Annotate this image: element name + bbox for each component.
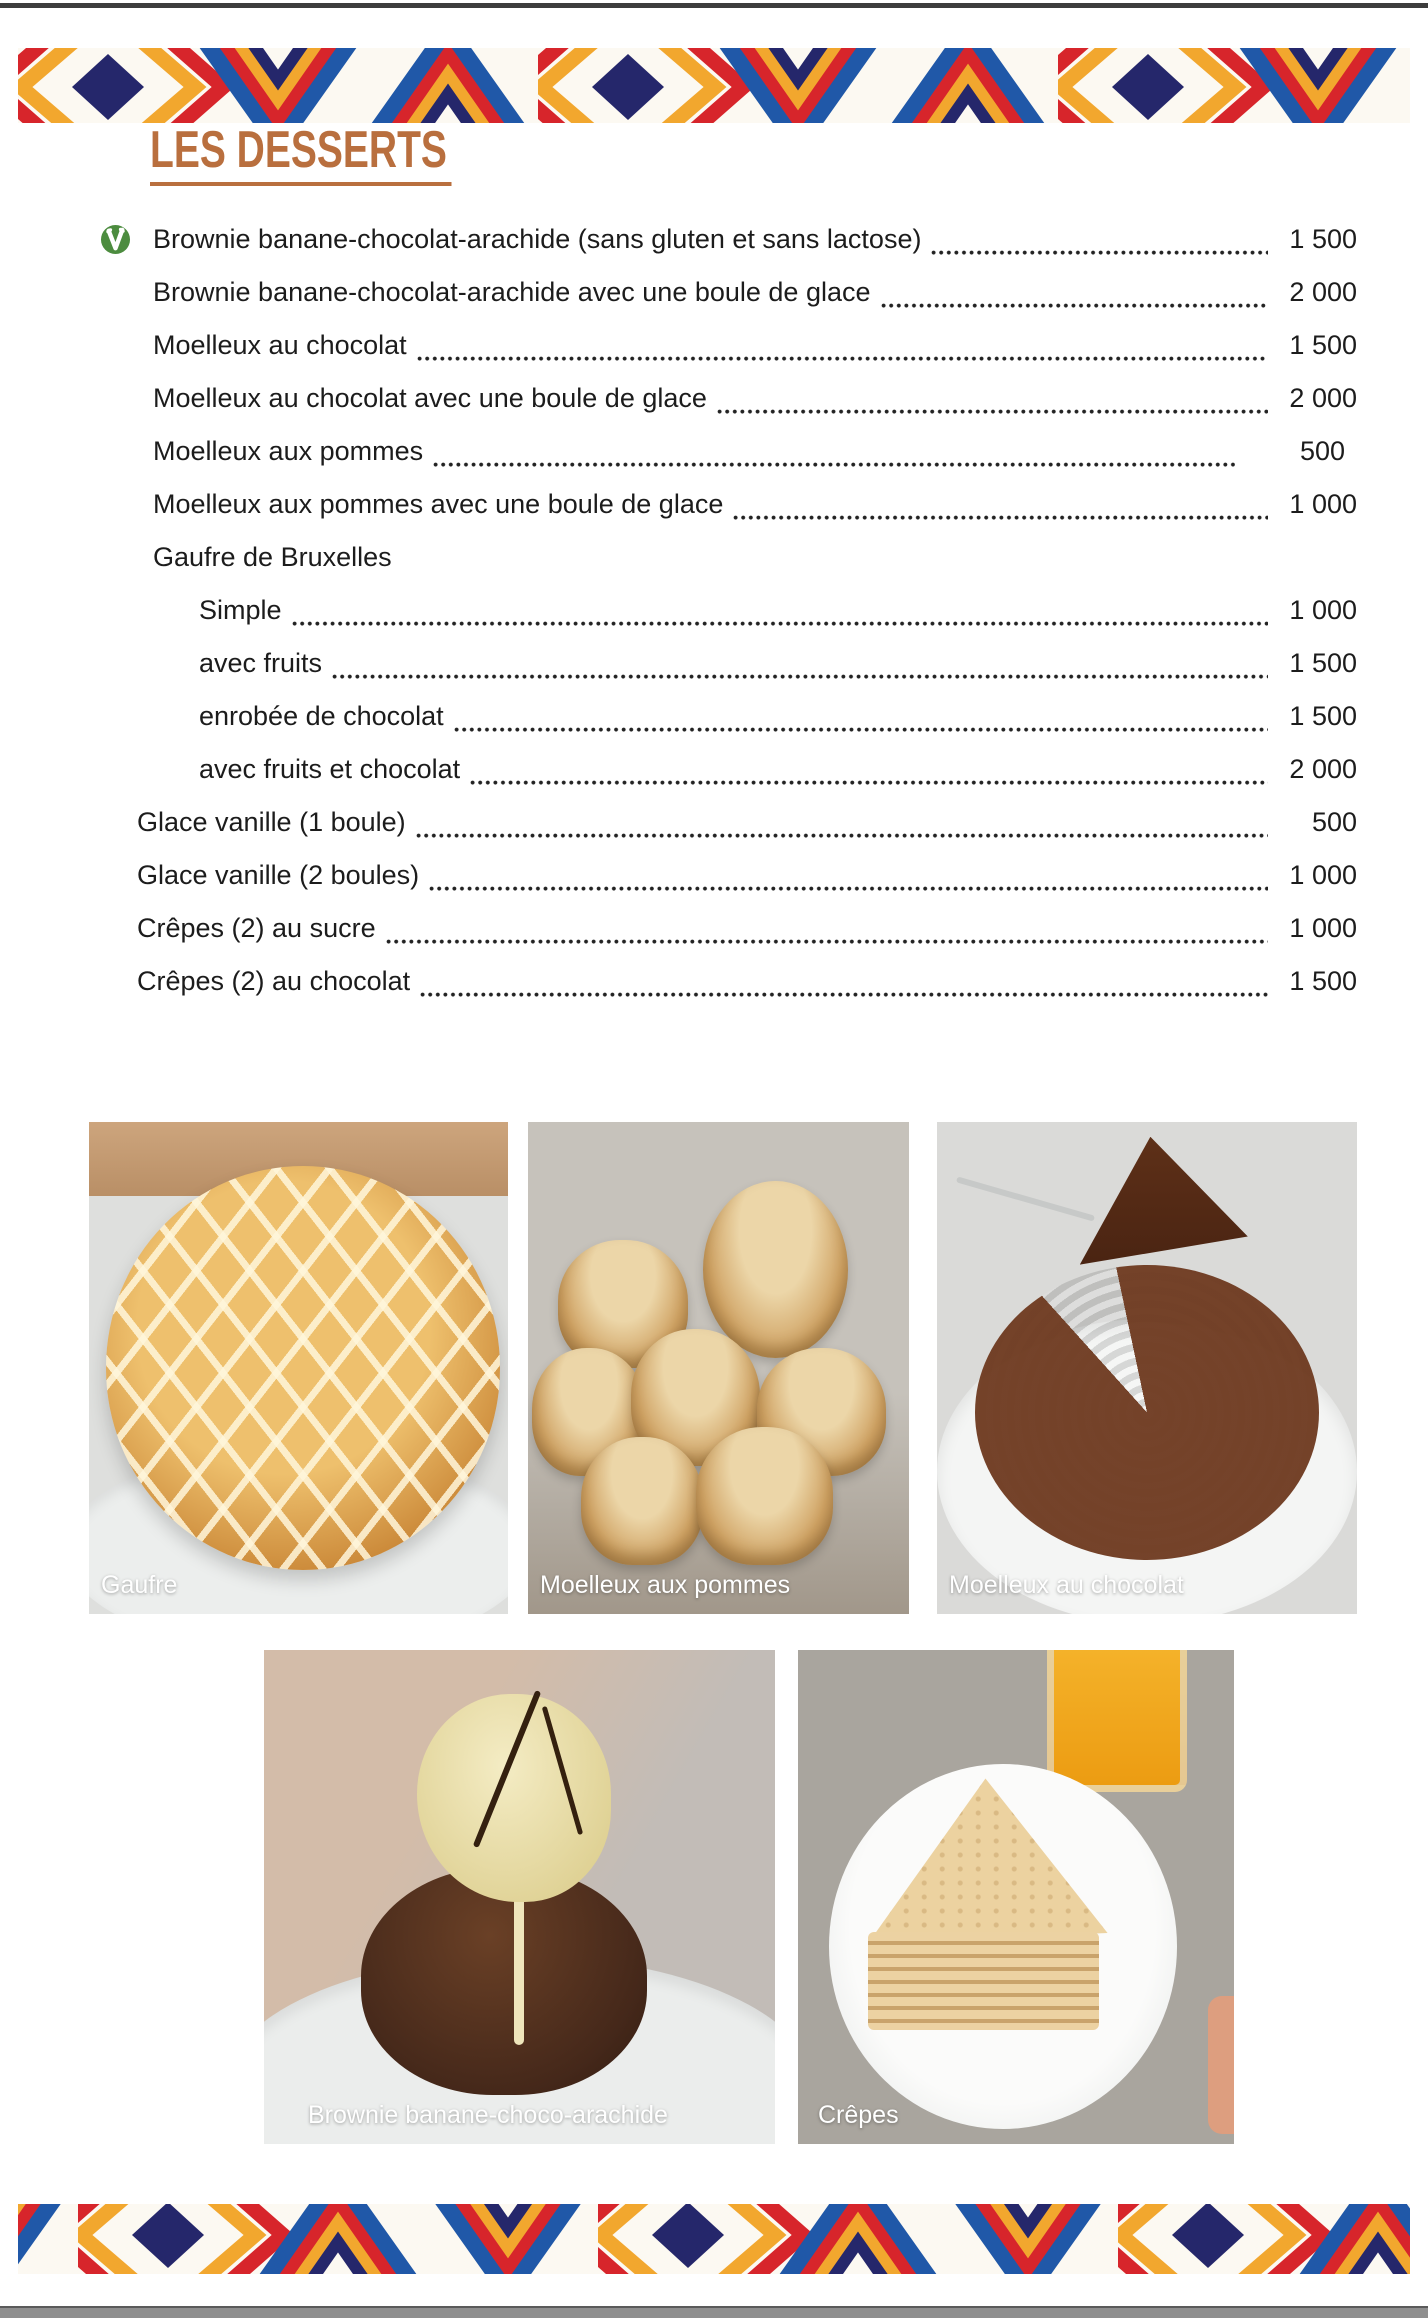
menu-item-label: Brownie banane-chocolat-arachide (sans gluten et sans lactose) <box>153 224 922 254</box>
menu-item-label: Brownie banane-chocolat-arachide avec une boule de glace <box>153 277 871 307</box>
menu-item-row <box>100 796 1357 849</box>
tribal-pattern-icon <box>18 48 1410 123</box>
menu-item-row <box>100 372 1357 425</box>
menu-item-row <box>100 955 1357 1008</box>
menu-item-price: 1 500 <box>1289 648 1357 678</box>
tribal-pattern-band-bottom <box>18 2204 1410 2274</box>
page-title: LES DESSERTS <box>150 124 451 186</box>
dotted-leader <box>420 992 1268 997</box>
dotted-leader <box>429 886 1268 891</box>
menu-item-price: 1 500 <box>1289 966 1357 996</box>
menu-item-price: 2 000 <box>1289 277 1357 307</box>
dotted-leader <box>931 250 1268 255</box>
dotted-leader <box>881 303 1269 308</box>
crepe-stack-graphic <box>868 1932 1099 2031</box>
menu-item-label: enrobée de chocolat <box>199 701 444 731</box>
bottom-bar <box>0 2306 1428 2318</box>
vegan-leaf-icon <box>100 224 131 255</box>
menu-item-label: Crêpes (2) au sucre <box>137 913 376 943</box>
muffin-graphic <box>581 1437 703 1565</box>
photo-crepes <box>798 1650 1234 2144</box>
menu-item-label: Moelleux aux pommes <box>153 436 424 466</box>
cake-lifter-graphic <box>956 1176 1095 1221</box>
menu-item-label: Glace vanille (2 boules) <box>137 860 420 890</box>
menu-item-price: 500 <box>1311 807 1357 837</box>
menu-item-price: 2 000 <box>1289 754 1357 784</box>
menu-item-price: 500 <box>1299 436 1345 466</box>
menu-item-label: Crêpes (2) au chocolat <box>137 966 411 996</box>
menu-item-label: Moelleux au chocolat avec une boule de glace <box>153 383 707 413</box>
tribal-pattern-band-top <box>18 48 1410 123</box>
photo-caption: Moelleux au chocolat <box>949 1571 1184 1599</box>
photo-caption: Crêpes <box>818 2101 899 2129</box>
menu-item-price: 1 000 <box>1289 489 1357 519</box>
photo-brownie <box>264 1650 775 2144</box>
menu-item-row <box>100 637 1357 690</box>
menu-item-row <box>100 425 1357 478</box>
tribal-pattern-icon <box>18 2204 1410 2274</box>
menu-item-price: 1 000 <box>1289 913 1357 943</box>
menu-item-label: Glace vanille (1 boule) <box>137 807 406 837</box>
ice-cream-scoop-graphic <box>417 1694 611 1901</box>
dotted-leader <box>733 515 1268 520</box>
title-wrap <box>150 121 552 186</box>
menu-item-price: 2 000 <box>1289 383 1357 413</box>
cake-slice-graphic <box>1080 1137 1248 1265</box>
photo-moelleux-aux-pommes <box>528 1122 909 1614</box>
orange-juice-glass-graphic <box>1047 1650 1187 1792</box>
menu-item-label: avec fruits <box>199 648 323 678</box>
menu-item-label: avec fruits et chocolat <box>199 754 461 784</box>
menu-item-row <box>100 743 1357 796</box>
menu-item-row <box>100 266 1357 319</box>
photo-caption: Gaufre <box>101 1571 178 1599</box>
dotted-leader <box>470 780 1268 785</box>
dotted-leader <box>417 356 1268 361</box>
menu-item-row <box>100 690 1357 743</box>
menu-item-label: Moelleux au chocolat <box>153 330 407 360</box>
menu-item-price: 1 500 <box>1289 330 1357 360</box>
menu-item-row <box>100 213 1357 266</box>
dessert-menu-list <box>100 213 1357 1008</box>
menu-item-row <box>100 902 1357 955</box>
dotted-leader <box>386 939 1268 944</box>
photo-gaufre <box>89 1122 508 1614</box>
dotted-leader <box>717 409 1268 414</box>
muffin-graphic <box>696 1427 833 1565</box>
menu-item-price: 1 000 <box>1289 860 1357 890</box>
menu-item-price: 1 000 <box>1289 595 1357 625</box>
dotted-leader <box>454 727 1268 732</box>
dotted-leader <box>332 674 1268 679</box>
photo-caption: Brownie banane-choco-arachide <box>308 2101 668 2129</box>
muffin-graphic <box>703 1181 848 1358</box>
menu-item-row <box>100 584 1357 637</box>
menu-item-row <box>100 319 1357 372</box>
dotted-leader <box>416 833 1268 838</box>
waffle-graphic <box>106 1166 500 1569</box>
menu-item-label: Simple <box>199 595 282 625</box>
menu-item-price: 1 500 <box>1289 224 1357 254</box>
hand-graphic <box>1208 1996 1234 2134</box>
top-rule <box>0 3 1428 8</box>
brownie-graphic <box>361 1867 647 2094</box>
dotted-leader <box>433 462 1235 467</box>
photo-caption: Moelleux aux pommes <box>540 1571 791 1599</box>
menu-item-label: Gaufre de Bruxelles <box>153 542 392 572</box>
cream-drip-graphic <box>514 1882 524 2045</box>
photo-moelleux-au-chocolat <box>937 1122 1357 1614</box>
menu-section-heading <box>100 531 1357 584</box>
menu-item-label: Moelleux aux pommes avec une boule de glace <box>153 489 724 519</box>
dotted-leader <box>292 621 1268 626</box>
menu-item-row <box>100 849 1357 902</box>
menu-item-price: 1 500 <box>1289 701 1357 731</box>
chocolate-cake-graphic <box>975 1265 1319 1560</box>
menu-item-row <box>100 478 1357 531</box>
